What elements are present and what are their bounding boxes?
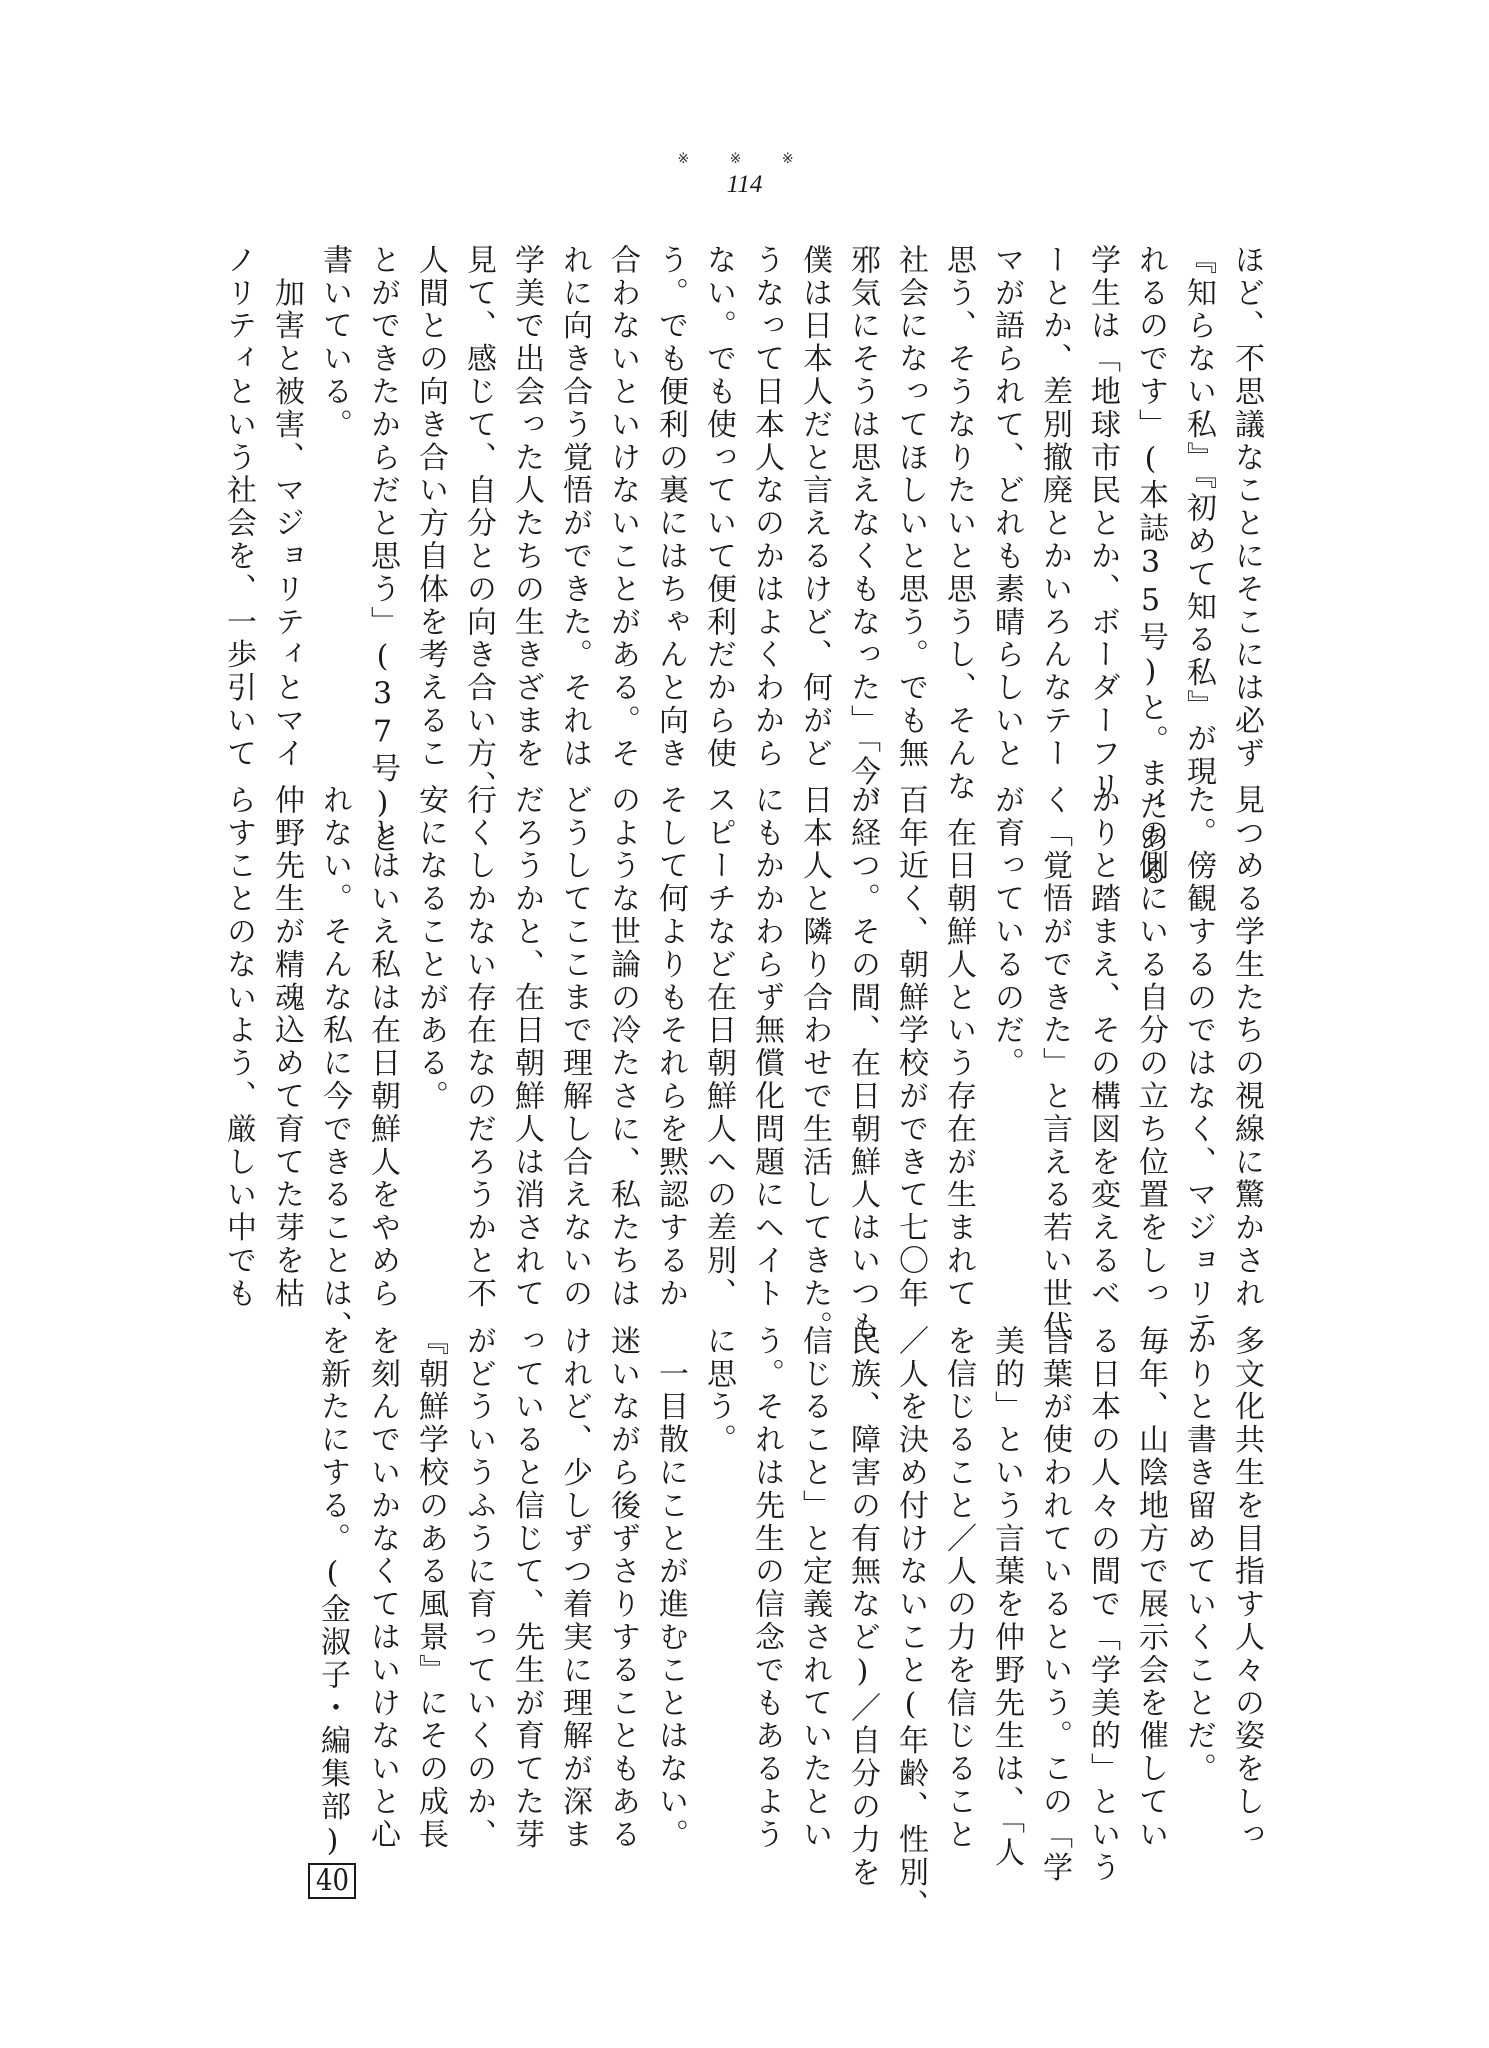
text-column: のような世論の冷たさに、私たちは: [605, 784, 640, 1311]
page-header: [0, 150, 1489, 200]
header-ornament: ※ ※ ※: [677, 151, 812, 167]
text-column: 日本人と隣り合わせで生活してきた。: [797, 784, 832, 1344]
text-column: けれど、少しずつ着実に理解が深ま: [557, 1325, 592, 1852]
text-column: 民族、障害の有無など)／自分の力を: [845, 1325, 880, 1890]
text-column: 行くしかない存在なのだろうかと不: [461, 784, 496, 1311]
text-column: 毎年、山陰地方で展示会を催してい: [1133, 1325, 1168, 1852]
text-column: 学美で出会った人たちの生きざまを: [509, 244, 544, 771]
text-column: を刻んでいかなくてはいけないと心: [365, 1325, 400, 1852]
text-column: 社会になってほしいと思う。でも無: [893, 244, 928, 771]
text-column: う。それは先生の信念でもあるよう: [749, 1325, 784, 1852]
text-column: 百年近く、朝鮮学校ができて七〇年: [893, 784, 928, 1311]
text-column: 僕は日本人だと言えるけど、何がど: [797, 244, 832, 771]
text-column: く「覚悟ができた」と言える若い世代: [1037, 784, 1072, 1344]
text-column: ほど、不思議なことにそこには必ず: [1229, 244, 1264, 771]
text-column: 信じること」と定義されていたとい: [797, 1325, 832, 1852]
text-column: 美的」という言葉を仲野先生は、「人: [989, 1325, 1024, 1870]
text-column: 加害と被害、マジョリティとマイ: [269, 244, 304, 771]
text-column: 言葉が使われているという。この「学: [1037, 1325, 1072, 1885]
text-column: ィの側にいる自分の立ち位置をしっ: [1133, 784, 1168, 1311]
text-column: 安になることがある。: [413, 784, 448, 1113]
text-column: らすことのないよう、厳しい中でも: [221, 784, 256, 1311]
text-column: うなって日本人なのかはよくわから: [749, 244, 784, 771]
text-column: かりと踏まえ、その構図を変えるべ: [1085, 784, 1120, 1311]
text-column: 合わないといけないことがある。そ: [605, 244, 640, 771]
text-column: どうしてここまで理解し合えないの: [557, 784, 592, 1311]
text-column: ノリティという社会を、一歩引いて: [221, 244, 256, 771]
text-column: が経つ。その間、在日朝鮮人はいつも: [845, 784, 880, 1344]
text-column: だろうかと、在日朝鮮人は消されて: [509, 784, 544, 1311]
text-column: た。傍観するのではなく、マジョリテ: [1181, 784, 1216, 1344]
text-column: に思う。: [701, 1325, 736, 1457]
text-column: 多文化共生を目指す人々の姿をしっ: [1229, 1325, 1264, 1852]
text-tier-bottom: [0, 1325, 1489, 1923]
text-column: [312, 1325, 356, 1899]
text-column: 仲野先生が精魂込めて育てた芽を枯: [269, 784, 304, 1311]
text-column: 書いている。: [317, 244, 352, 442]
text-column: にもかかわらず無償化問題にヘイト: [749, 784, 784, 1311]
text-column: う。でも便利の裏にはちゃんと向き: [653, 244, 688, 771]
text-column: とができたからだと思う」(37号)と: [365, 244, 400, 857]
text-column: スピーチなど在日朝鮮人への差別、: [701, 784, 736, 1311]
text-column: を信じること／人の力を信じること: [941, 1325, 976, 1852]
text-column: れない。そんな私に今できることは、: [317, 784, 352, 1344]
text-column: る日本の人々の間で「学美的」という: [1085, 1325, 1120, 1885]
text-column: 『朝鮮学校のある風景』にその成長: [413, 1325, 448, 1852]
text-column: が育っているのだ。: [989, 784, 1024, 1081]
issue-number-box: 40: [308, 1863, 356, 1899]
text-column: かりと書き留めていくことだ。: [1181, 1325, 1216, 1786]
text-column: ない。でも使っていて便利だから使: [701, 244, 736, 771]
text-column: れに向き合う覚悟ができた。それは: [557, 244, 592, 771]
text-column: れるのです」(本誌35号)と。またある: [1133, 244, 1168, 890]
text-column: 邪気にそうは思えなくもなった」「今、: [845, 244, 880, 822]
text-column: 『知らない私』『初めて知る私』が現: [1181, 244, 1216, 789]
page-number: 114: [726, 171, 763, 198]
text-column: 在日朝鮮人という存在が生まれて: [941, 784, 976, 1311]
text-column: そして何よりもそれらを黙認するか: [653, 784, 688, 1311]
text-column: 一目散にことが進むことはない。: [653, 1325, 688, 1852]
text-column: 人間との向き合い方自体を考えるこ: [413, 244, 448, 771]
text-tier-top: [0, 244, 1489, 890]
text-column: 思う、そうなりたいと思うし、そんな: [941, 244, 976, 804]
text-column-content: を新たにする。(金淑子・編集部): [315, 1325, 350, 1862]
text-column: ／人を決め付けないこと(年齢、性別、: [893, 1325, 928, 1923]
text-column: 迷いながら後ずさりすることもある: [605, 1325, 640, 1852]
text-column: とはいえ私は在日朝鮮人をやめら: [365, 784, 400, 1311]
text-tier-middle: [0, 784, 1489, 1344]
text-column: ーとか、差別撤廃とかいろんなテー: [1037, 244, 1072, 771]
text-column: マが語られて、どれも素晴らしいと: [989, 244, 1024, 771]
text-column: がどういうふうに育っていくのか、: [461, 1325, 496, 1852]
text-column: 見て、感じて、自分との向き合い方、: [461, 244, 496, 804]
text-column: 学生は「地球市民とか、ボーダーフリ: [1085, 244, 1120, 804]
text-column: っていると信じて、先生が育てた芽: [509, 1325, 544, 1852]
text-column: 見つめる学生たちの視線に驚かされ: [1229, 784, 1264, 1311]
